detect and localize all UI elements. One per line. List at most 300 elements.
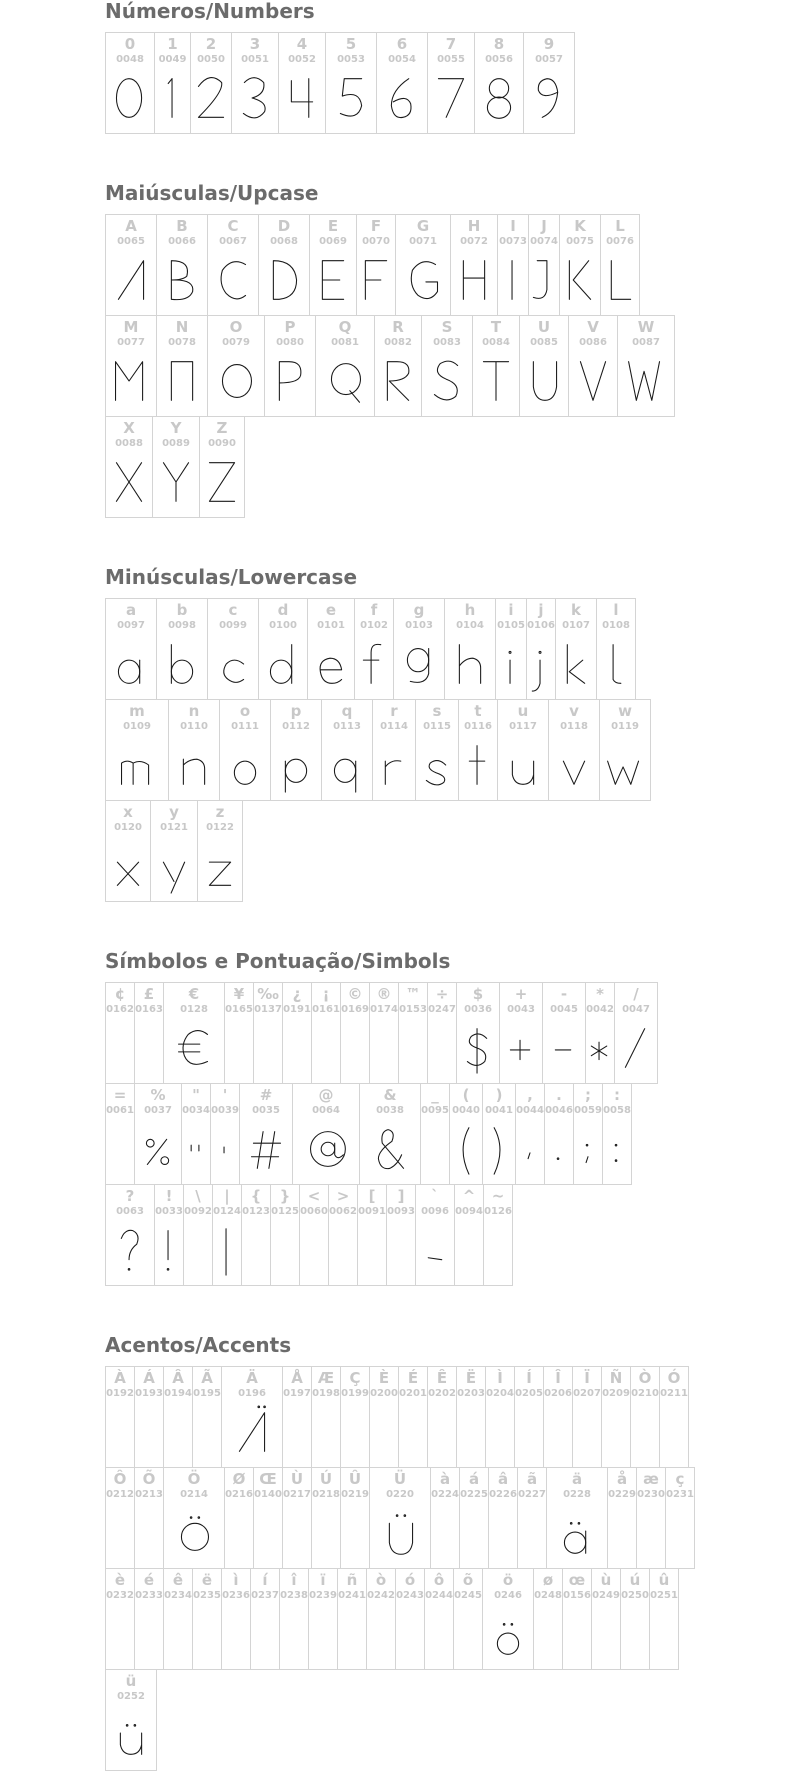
glyph-code: 0083 (433, 337, 461, 348)
glyph-character: k (571, 601, 581, 619)
glyph-character: ^ (462, 1187, 476, 1205)
glyph-code: 0110 (180, 721, 208, 732)
glyph-character: | (224, 1187, 230, 1205)
glyph-sample (569, 352, 617, 410)
glyph-code: 0226 (489, 1489, 517, 1500)
glyph-cell-u0097 (105, 598, 157, 700)
glyph-cell-u0206 (543, 1366, 573, 1468)
glyph-sample (164, 1019, 224, 1077)
glyph-character: ö (502, 1571, 514, 1589)
glyph-character: Í (526, 1369, 532, 1387)
glyph-cell-u0219 (340, 1467, 370, 1569)
glyph-row (105, 1568, 694, 1669)
glyph-code: 0086 (579, 337, 607, 348)
glyph-code: 0043 (507, 1004, 535, 1015)
glyph-sample (416, 1221, 454, 1279)
glyph-character: + (514, 985, 528, 1003)
glyph-cell-u0088 (105, 416, 153, 518)
glyph-row (105, 982, 657, 1083)
glyph-code: 0098 (168, 620, 196, 631)
glyph-character: Ü (393, 1470, 407, 1488)
glyph-character: å (616, 1470, 628, 1488)
glyph-sample (524, 69, 574, 127)
glyph-code: 0063 (116, 1206, 144, 1217)
glyph-character: J (541, 217, 547, 235)
glyph-character: È (378, 1369, 390, 1387)
glyph-sample (155, 69, 190, 127)
glyph-cell-u0210 (630, 1366, 660, 1468)
glyph-code: 0200 (370, 1388, 398, 1399)
glyph-character: 2 (205, 35, 217, 53)
glyph-code: 0197 (283, 1388, 311, 1399)
glyph-sample (556, 635, 596, 693)
glyph-sample (377, 69, 427, 127)
glyph-code: 0210 (631, 1388, 659, 1399)
glyph-code: 0075 (566, 236, 594, 247)
glyph-character: 9 (543, 35, 555, 53)
glyph-code: 0079 (222, 337, 250, 348)
glyph-code: 0102 (360, 620, 388, 631)
glyph-character: B (176, 217, 188, 235)
glyph-code: 0061 (106, 1105, 134, 1116)
glyph-cell-u0113 (321, 699, 373, 801)
glyph-code: 0114 (380, 721, 408, 732)
glyph-code: 0073 (499, 236, 527, 247)
glyph-cell-u0203 (456, 1366, 486, 1468)
glyph-code: 0140 (254, 1489, 282, 1500)
glyph-sample (483, 1605, 533, 1663)
glyph-character: P (284, 318, 296, 336)
glyph-row (105, 699, 650, 800)
glyph-character: M (123, 318, 139, 336)
glyph-character: p (290, 702, 302, 720)
glyph-cell-u0086 (568, 315, 618, 417)
glyph-cell-u0055 (427, 32, 475, 134)
section-title: Números/Numbers (105, 0, 315, 23)
glyph-sample (473, 352, 519, 410)
glyph-code: 0120 (114, 822, 142, 833)
glyph-cell-u0200 (369, 1366, 399, 1468)
glyph-character: Ä (246, 1369, 258, 1387)
glyph-character: j (538, 601, 544, 619)
glyph-cell-u0098 (156, 598, 208, 700)
glyph-code: 0248 (534, 1590, 562, 1601)
glyph-sample (211, 1120, 239, 1178)
glyph-character: I (510, 217, 516, 235)
glyph-character: è (114, 1571, 126, 1589)
glyph-sample (520, 352, 568, 410)
glyph-code: 0163 (135, 1004, 163, 1015)
glyph-character: S (441, 318, 453, 336)
glyph-code: 0065 (117, 236, 145, 247)
glyph-cell-u0050 (190, 32, 232, 134)
glyph-character: ê (172, 1571, 184, 1589)
glyph-character: â (497, 1470, 509, 1488)
glyph-character: W (637, 318, 655, 336)
glyph-character: V (587, 318, 599, 336)
glyph-row (105, 416, 674, 517)
glyph-code: 0218 (312, 1489, 340, 1500)
glyph-code: 0123 (242, 1206, 270, 1217)
glyph-character: e (325, 601, 337, 619)
glyph-character: X (123, 419, 135, 437)
glyph-cell-u0093 (386, 1184, 416, 1286)
glyph-character: Y (170, 419, 182, 437)
glyph-code: 0057 (535, 54, 563, 65)
glyph-code: 0069 (319, 236, 347, 247)
glyph-code: 0034 (182, 1105, 210, 1116)
glyph-code: 0217 (283, 1489, 311, 1500)
glyph-character: ! (165, 1187, 173, 1205)
glyph-code: 0227 (518, 1489, 546, 1500)
glyph-code: 0241 (338, 1590, 366, 1601)
glyph-character: ` (431, 1187, 439, 1205)
section-title: Acentos/Accents (105, 1333, 292, 1357)
glyph-character: E (327, 217, 339, 235)
glyph-character: c (228, 601, 238, 619)
glyph-character: a (125, 601, 137, 619)
glyph-cell-u0244 (424, 1568, 454, 1670)
glyph-cell-u0074 (528, 214, 560, 316)
glyph-cell-u0101 (307, 598, 355, 700)
glyph-cell-u0080 (264, 315, 316, 417)
glyph-code: 0124 (213, 1206, 241, 1217)
glyph-code: 0117 (509, 721, 537, 732)
glyph-sample (106, 736, 168, 794)
glyph-sample (135, 1120, 181, 1178)
glyph-character: h (464, 601, 476, 619)
glyph-sample (370, 1504, 430, 1562)
glyph-code: 0111 (231, 721, 259, 732)
glyph-code: 0109 (123, 721, 151, 732)
glyph-cell-u0103 (393, 598, 445, 700)
glyph-cell-u0230 (636, 1467, 666, 1569)
glyph-sample (191, 69, 231, 127)
glyph-cell-u0085 (519, 315, 569, 417)
glyph-cell-u0099 (207, 598, 259, 700)
glyph-character: D (277, 217, 291, 235)
glyph-sample (560, 251, 600, 309)
glyph-character: ë (201, 1571, 213, 1589)
glyph-sample (106, 352, 156, 410)
glyph-code: 0122 (206, 822, 234, 833)
glyph-sample (450, 1120, 482, 1178)
glyph-character: ô (433, 1571, 445, 1589)
section-title: Minúsculas/Lowercase (105, 565, 358, 589)
glyph-sample (428, 69, 474, 127)
glyph-character: ÷ (435, 985, 449, 1003)
glyph-code: 0113 (333, 721, 361, 732)
glyph-code: 0082 (384, 337, 412, 348)
glyph-row (105, 315, 674, 416)
glyph-character: Ö (187, 1470, 201, 1488)
glyph-cell-u0087 (617, 315, 675, 417)
glyph-cell-u0121 (150, 800, 198, 902)
glyph-code: 0068 (270, 236, 298, 247)
glyph-character: ' (222, 1086, 228, 1104)
glyph-cell-u0120 (105, 800, 151, 902)
glyph-code: 0165 (225, 1004, 253, 1015)
glyph-character: ø (542, 1571, 554, 1589)
glyph-cell-u0081 (315, 315, 375, 417)
glyph-sample (603, 1120, 631, 1178)
glyph-code: 0049 (158, 54, 187, 65)
glyph-cell-u0105 (495, 598, 527, 700)
glyph-cell-u0224 (430, 1467, 460, 1569)
glyph-code: 0056 (485, 54, 513, 65)
glyph-character: Û (348, 1470, 362, 1488)
glyph-code: 0066 (168, 236, 196, 247)
glyph-code: 0070 (362, 236, 390, 247)
glyph-cell-u0161 (311, 982, 341, 1084)
glyph-sample (157, 352, 207, 410)
glyph-code: 0229 (608, 1489, 636, 1500)
glyph-code: 0051 (241, 54, 269, 65)
glyph-cell-u0078 (156, 315, 208, 417)
glyph-sample (265, 352, 315, 410)
glyph-cell-u0047 (614, 982, 658, 1084)
glyph-cell-u0049 (154, 32, 191, 134)
glyph-character: ( (462, 1086, 470, 1104)
glyph-code: 0036 (464, 1004, 492, 1015)
glyph-character: æ (643, 1470, 659, 1488)
glyph-cell-u0248 (533, 1568, 563, 1670)
glyph-code: 0091 (358, 1206, 386, 1217)
glyph-cell-u0036 (456, 982, 500, 1084)
glyph-character: á (468, 1470, 480, 1488)
glyph-code: 0244 (425, 1590, 453, 1601)
glyph-character: Ë (465, 1369, 477, 1387)
glyph-character: @ (318, 1086, 334, 1104)
glyph-sample (208, 251, 258, 309)
glyph-code: 0192 (106, 1388, 134, 1399)
glyph-cell-u0212 (105, 1467, 135, 1569)
glyph-character: 7 (445, 35, 457, 53)
glyph-character: œ (568, 1571, 586, 1589)
glyph-character: f (370, 601, 378, 619)
glyph-code: 0106 (527, 620, 555, 631)
glyph-code: 0196 (238, 1388, 266, 1399)
glyph-cell-u0211 (659, 1366, 689, 1468)
glyph-cell-u0104 (444, 598, 496, 700)
glyph-character: " (192, 1086, 200, 1104)
glyph-character: ) (495, 1086, 503, 1104)
glyph-code: 0118 (560, 721, 588, 732)
glyph-character: Ã (201, 1369, 213, 1387)
glyph-cell-u0229 (607, 1467, 637, 1569)
glyph-row (105, 214, 674, 315)
glyph-cell-u0108 (596, 598, 636, 700)
section-symbols (105, 950, 657, 1285)
glyph-cell-u0102 (354, 598, 394, 700)
glyph-cell-u0038 (359, 1083, 421, 1185)
glyph-character: > (336, 1187, 350, 1205)
glyph-row (105, 1184, 657, 1285)
glyph-character: ì (233, 1571, 239, 1589)
glyph-cell-u0247 (427, 982, 457, 1084)
glyph-sample (198, 837, 242, 895)
glyph-code: 0044 (516, 1105, 544, 1116)
glyph-character: u (517, 702, 529, 720)
glyph-cell-u0162 (105, 982, 135, 1084)
glyph-cell-u0202 (427, 1366, 457, 1468)
glyph-character: [ (368, 1187, 376, 1205)
glyph-cell-u0083 (421, 315, 473, 417)
glyph-sample (601, 251, 639, 309)
glyph-character: F (370, 217, 382, 235)
glyph-cell-u0204 (485, 1366, 515, 1468)
glyph-code: 0081 (331, 337, 359, 348)
glyph-cell-u0125 (270, 1184, 300, 1286)
glyph-cell-u0195 (192, 1366, 222, 1468)
glyph-character: } (279, 1187, 291, 1205)
glyph-character: ü (125, 1672, 137, 1690)
glyph-character: w (618, 702, 632, 720)
glyph-character: Ó (667, 1369, 681, 1387)
glyph-code: 0162 (106, 1004, 134, 1015)
glyph-sample (445, 635, 495, 693)
glyph-character: ï (320, 1571, 326, 1589)
glyph-character: 1 (167, 35, 178, 53)
glyph-cell-u0199 (340, 1366, 370, 1468)
glyph-code: 0220 (386, 1489, 414, 1500)
glyph-code: 0191 (283, 1004, 311, 1015)
glyph-sample (500, 1019, 542, 1077)
glyph-character: Z (216, 419, 228, 437)
section-lowercase (105, 566, 650, 901)
glyph-cell-u0060 (299, 1184, 329, 1286)
glyph-code: 0096 (421, 1206, 449, 1217)
glyph-sample (496, 635, 526, 693)
glyph-sample (259, 251, 309, 309)
glyph-code: 0202 (428, 1388, 456, 1399)
glyph-sample (416, 736, 458, 794)
glyph-code: 0234 (164, 1590, 192, 1601)
glyph-character: Ì (497, 1369, 503, 1387)
glyph-code: 0045 (550, 1004, 578, 1015)
glyph-sample (516, 1120, 544, 1178)
glyph-sample (208, 635, 258, 693)
glyph-cell-u0114 (372, 699, 416, 801)
glyph-code: 0040 (452, 1105, 480, 1116)
glyph-cell-u0106 (526, 598, 556, 700)
glyph-character: ? (125, 1187, 135, 1205)
glyph-character: Ô (113, 1470, 127, 1488)
glyph-code: 0247 (428, 1004, 456, 1015)
glyph-sample (164, 1504, 224, 1562)
glyph-code: 0055 (437, 54, 465, 65)
glyph-character: _ (431, 1086, 439, 1104)
glyph-code: 0115 (423, 721, 451, 732)
glyph-code: 0231 (666, 1489, 694, 1500)
glyph-character: ¡ (322, 985, 330, 1003)
glyph-code: 0125 (271, 1206, 299, 1217)
glyph-cell-u0213 (134, 1467, 164, 1569)
glyph-sample (529, 251, 559, 309)
glyph-cell-u0251 (649, 1568, 679, 1670)
glyph-character: ~ (491, 1187, 505, 1205)
glyph-cell-u0053 (325, 32, 377, 134)
glyph-character: r (390, 702, 398, 720)
glyph-code: 0094 (455, 1206, 483, 1217)
glyph-cell-u0043 (499, 982, 543, 1084)
glyph-character: ò (375, 1571, 387, 1589)
glyph-character: ñ (346, 1571, 358, 1589)
glyph-code: 0121 (160, 822, 188, 833)
glyph-cell-u0046 (544, 1083, 574, 1185)
glyph-cell-u0218 (311, 1467, 341, 1569)
glyph-character: Æ (317, 1369, 335, 1387)
glyph-cell-u0111 (219, 699, 271, 801)
glyph-character: % (150, 1086, 166, 1104)
glyph-character: ú (629, 1571, 641, 1589)
glyph-code: 0071 (409, 236, 437, 247)
glyph-character: O (229, 318, 243, 336)
glyph-code: 0205 (515, 1388, 543, 1399)
glyph-code: 0067 (219, 236, 247, 247)
glyph-code: 0052 (288, 54, 316, 65)
glyph-code: 0053 (337, 54, 365, 65)
glyph-character: Œ (259, 1470, 277, 1488)
glyph-sample (373, 736, 415, 794)
glyph-character: { (250, 1187, 262, 1205)
glyph-cell-u0048 (105, 32, 155, 134)
glyph-character: # (259, 1086, 273, 1104)
glyph-code: 0198 (312, 1388, 340, 1399)
glyph-cell-u0245 (453, 1568, 483, 1670)
glyph-code: 0224 (431, 1489, 459, 1500)
glyph-row (105, 32, 574, 133)
glyph-code: 0038 (376, 1105, 404, 1116)
glyph-code: 0252 (117, 1691, 145, 1702)
glyph-code: 0203 (457, 1388, 485, 1399)
glyph-sample (106, 1221, 154, 1279)
glyph-sample (375, 352, 421, 410)
glyph-code: 0156 (563, 1590, 591, 1601)
glyph-cell-u0065 (105, 214, 157, 316)
glyph-cell-u0126 (483, 1184, 513, 1286)
glyph-sample (574, 1120, 602, 1178)
glyph-sample (422, 352, 472, 410)
glyph-cell-u0198 (311, 1366, 341, 1468)
glyph-row (105, 1366, 694, 1467)
glyph-cell-u0165 (224, 982, 254, 1084)
glyph-cell-u0205 (514, 1366, 544, 1468)
glyph-cell-u0156 (562, 1568, 592, 1670)
glyph-cell-u0070 (356, 214, 396, 316)
glyph-code: 0236 (222, 1590, 250, 1601)
glyph-character: ä (571, 1470, 583, 1488)
glyph-cell-u0192 (105, 1366, 135, 1468)
glyph-code: 0228 (563, 1489, 591, 1500)
glyph-cell-u0054 (376, 32, 428, 134)
glyph-cell-u0225 (459, 1467, 489, 1569)
section-numbers (105, 0, 574, 133)
glyph-code: 0089 (162, 438, 190, 449)
glyph-character: Ù (290, 1470, 304, 1488)
glyph-cell-u0128 (163, 982, 225, 1084)
glyph-cell-u0069 (309, 214, 357, 316)
glyph-sample (222, 1403, 282, 1461)
glyph-code: 0211 (660, 1388, 688, 1399)
glyph-sample (151, 837, 197, 895)
glyph-cell-u0052 (278, 32, 326, 134)
glyph-character: ó (404, 1571, 416, 1589)
glyph-character: À (114, 1369, 126, 1387)
glyph-code: 0153 (399, 1004, 427, 1015)
glyph-character: ] (397, 1187, 405, 1205)
glyph-character: É (407, 1369, 419, 1387)
